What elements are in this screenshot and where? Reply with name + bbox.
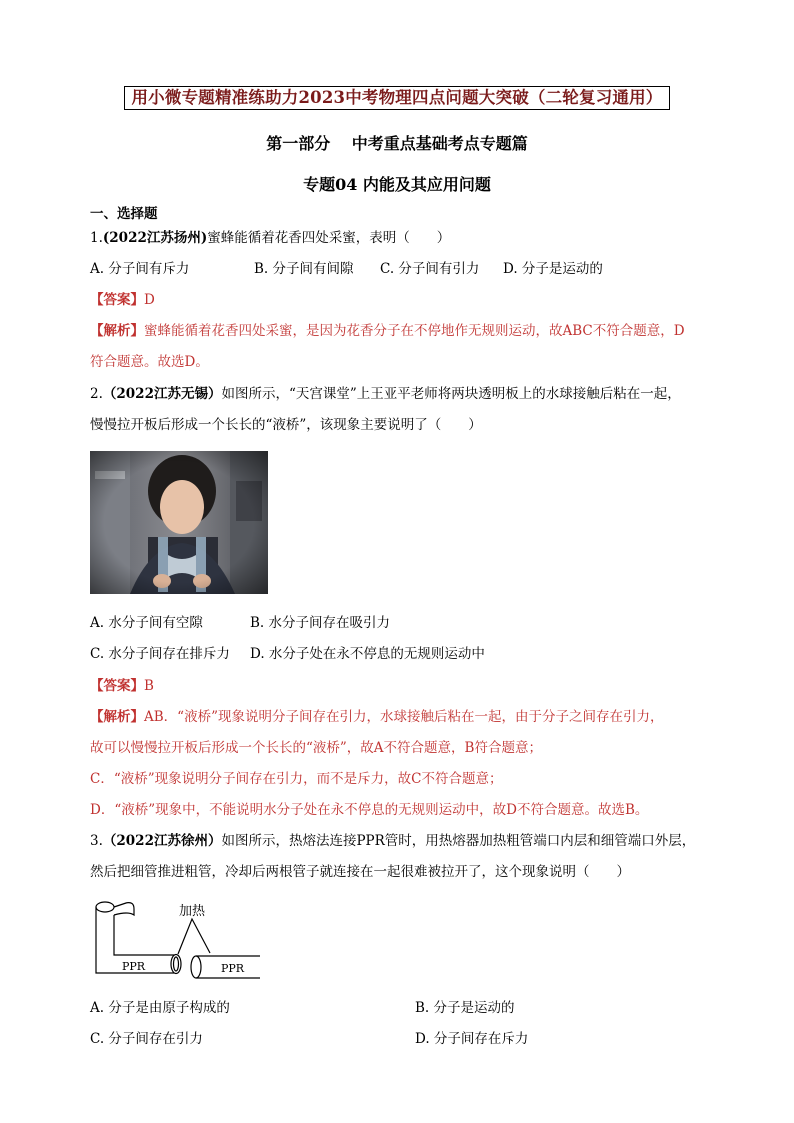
q1-number: 1. [90,230,103,246]
q1-stem-text: 蜜蜂能循着花香四处采蜜，表明（ ） [207,230,451,246]
liquid-bridge-photo [90,451,268,594]
q2-stem-line-1 [90,384,681,404]
q3-stem-line-2: 然后把细管推进粗管，冷却后两根管子就连接在一起很难被拉开了，这个现象说明（ ） [90,864,630,880]
q3-option-b: B. 分子是运动的 [415,1000,515,1016]
q2-source: （2022江苏无锡） [102,386,222,402]
q3-option-c: C. 分子间存在引力 [90,1031,203,1047]
q2-option-b: B. 水分子间存在吸引力 [250,615,391,631]
q1-option-c: C. 分子间有引力 [380,261,480,277]
q3-option-d: D. 分子间存在斥力 [415,1031,529,1047]
q3-stem-line-1 [90,831,695,851]
q1-option-b: B. 分子间有间隙 [254,261,354,277]
q2-analysis-line-4: D．“液桥”现象中，不能说明水分子处在永不停息的无规则运动中，故D不符合题意。故选B。 [90,802,649,818]
section-heading: 一、选择题 [90,206,158,222]
diagram-pipe-label-1: PPR [122,960,146,973]
q2-answer-value: B [144,678,154,694]
q1-option-a: A. 分子间有斥力 [90,261,190,277]
q2-stem-text-1: 如图所示，“天宫课堂”上王亚平老师将两块透明板上的水球接触后粘在一起， [221,386,681,402]
banner-container [0,86,794,110]
q2-analysis-text-1: AB．“液桥”现象说明分子间存在引力，水球接触后粘在一起，由于分子之间存在引力， [144,709,664,725]
q1-answer [90,290,155,310]
diagram-pipe-label-2: PPR [221,962,245,975]
q2-option-c: C. 水分子间存在排斥力 [90,646,230,662]
q2-analysis-line-2: 故可以慢慢拉开板后形成一个长长的“液桥”，故A不符合题意，B符合题意； [90,740,542,756]
q1-answer-tag: 【答案】 [90,292,144,308]
q1-analysis-line-1 [90,321,685,341]
q3-stem-text-1: 如图所示，热熔法连接PPR管时，用热熔器加热粗管端口内层和细管端口外层， [221,833,696,849]
q1-analysis-tag: 【解析】 [90,323,144,339]
diagram-heat-label: 加热 [179,904,206,919]
q1-source: (2022江苏扬州) [102,230,208,246]
q2-number: 2. [90,386,103,402]
part-heading: 第一部分 中考重点基础考点专题篇 [266,134,528,153]
q2-analysis-line-1 [90,707,663,727]
q3-source: （2022江苏徐州） [102,833,222,849]
q2-answer [90,676,154,696]
series-banner: 用小微专题精准练助力2023中考物理四点问题大突破（二轮复习通用） [124,86,669,110]
q2-stem-line-2: 慢慢拉开板后形成一个长长的“液桥”，该现象主要说明了（ ） [90,417,482,433]
q1-answer-value: D [144,292,155,308]
q3-option-a: A. 分子是由原子构成的 [90,1000,230,1016]
topic-heading: 专题04 内能及其应用问题 [303,175,491,194]
q1-stem [90,228,450,248]
q2-option-d: D. 水分子处在永不停息的无规则运动中 [250,646,485,662]
q1-option-d: D. 分子是运动的 [503,261,603,277]
q1-analysis-text-1: 蜜蜂能循着花香四处采蜜，是因为花香分子在不停地作无规则运动，故ABC不符合题意，D [144,323,685,339]
q2-option-a: A. 水分子间有空隙 [90,615,203,631]
q2-answer-tag: 【答案】 [90,678,144,694]
ppr-pipe-diagram [88,895,268,985]
q1-analysis-line-2: 符合题意。故选D。 [90,354,209,370]
q3-number: 3. [90,833,103,849]
q2-analysis-tag: 【解析】 [90,709,144,725]
q2-analysis-line-3: C．“液桥”现象说明分子间存在引力，而不是斥力，故C不符合题意； [90,771,503,787]
